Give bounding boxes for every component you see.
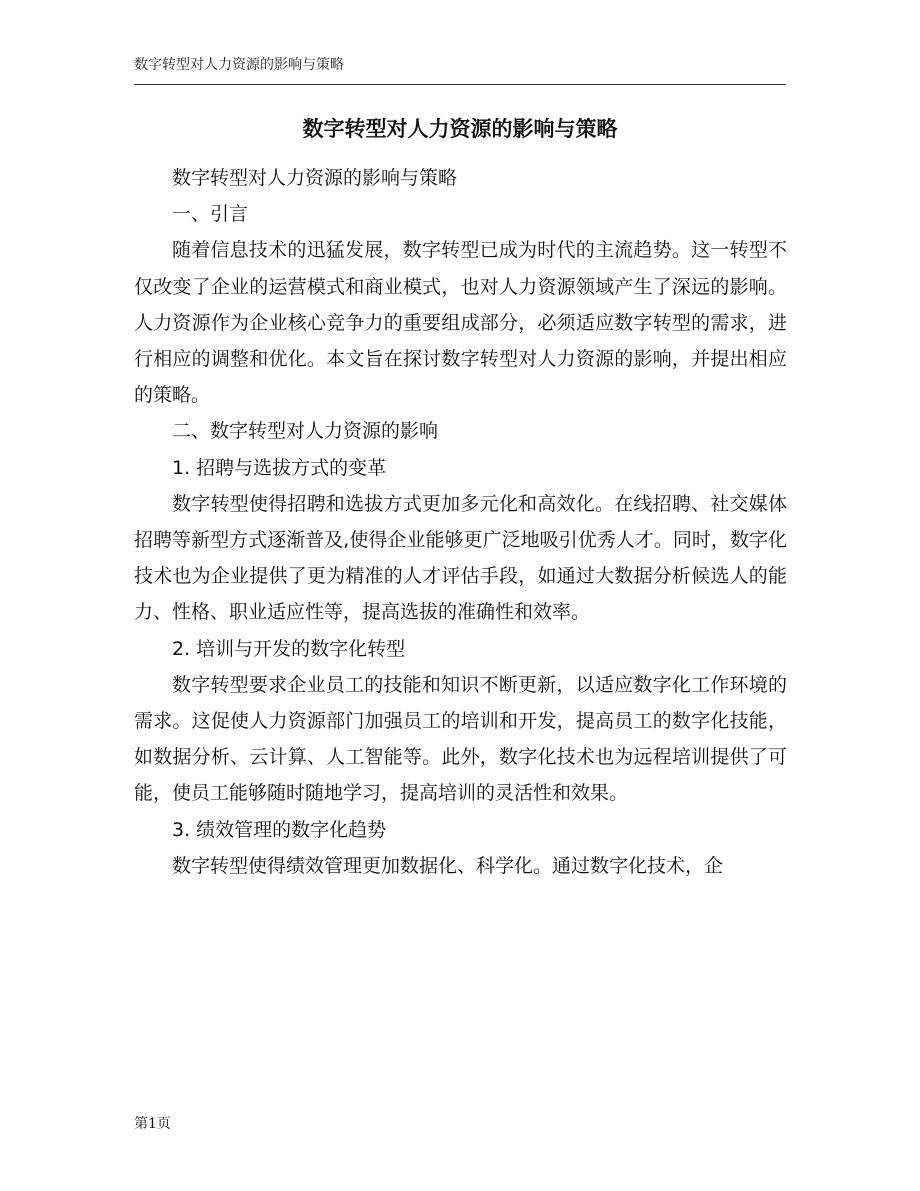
- subheading-training: 2. 培训与开发的数字化转型: [172, 637, 406, 660]
- body-paragraph: 数字转型使得招聘和选拔方式更加多元化和高效化。在线招聘、社交媒体招聘等新型方式逐渐普及,使得企业能够更广泛地吸引优秀人才。同时，数字化技术也为企业提供了更为精准的人才评估手段，如通过大数据分析候选人的能力、性格、职业适应性等，提高选拔的准确性和效率。: [134, 492, 787, 624]
- header-divider: [134, 84, 786, 85]
- document-title: 数字转型对人力资源的影响与策略: [302, 116, 618, 141]
- section-heading-impact: 二、数字转型对人力资源的影响: [172, 420, 439, 443]
- body-paragraph: 数字转型要求企业员工的技能和知识不断更新，以适应数字化工作环境的需求。这促使人力资源部门加强员工的培训和开发，提高员工的数字化技能，如数据分析、云计算、人工智能等。此外，数字化技术也为远程培训提供了可能，使员工能够随时随地学习，提高培训的灵活性和效果。: [134, 673, 787, 805]
- subtitle-paragraph: 数字转型对人力资源的影响与策略: [172, 167, 458, 189]
- body-paragraph: 随着信息技术的迅猛发展，数字转型已成为时代的主流趋势。这一转型不仅改变了企业的运营模式和商业模式，也对人力资源领域产生了深远的影响。人力资源作为企业核心竞争力的重要组成部分，必须适应数字转型的需求，进行相应的调整和优化。本文旨在探讨数字转型对人力资源的影响，并提出相应的策略。: [134, 239, 787, 407]
- section-heading-introduction: 一、引言: [172, 203, 249, 226]
- document-body: [134, 160, 787, 884]
- running-header: 数字转型对人力资源的影响与策略: [134, 57, 344, 73]
- page-number: 第1页: [134, 1116, 171, 1132]
- body-paragraph: 数字转型使得绩效管理更加数据化、科学化。通过数字化技术，企: [172, 854, 724, 877]
- subheading-recruitment: 1. 招聘与选拔方式的变革: [172, 456, 387, 479]
- subheading-performance: 3. 绩效管理的数字化趋势: [172, 818, 387, 841]
